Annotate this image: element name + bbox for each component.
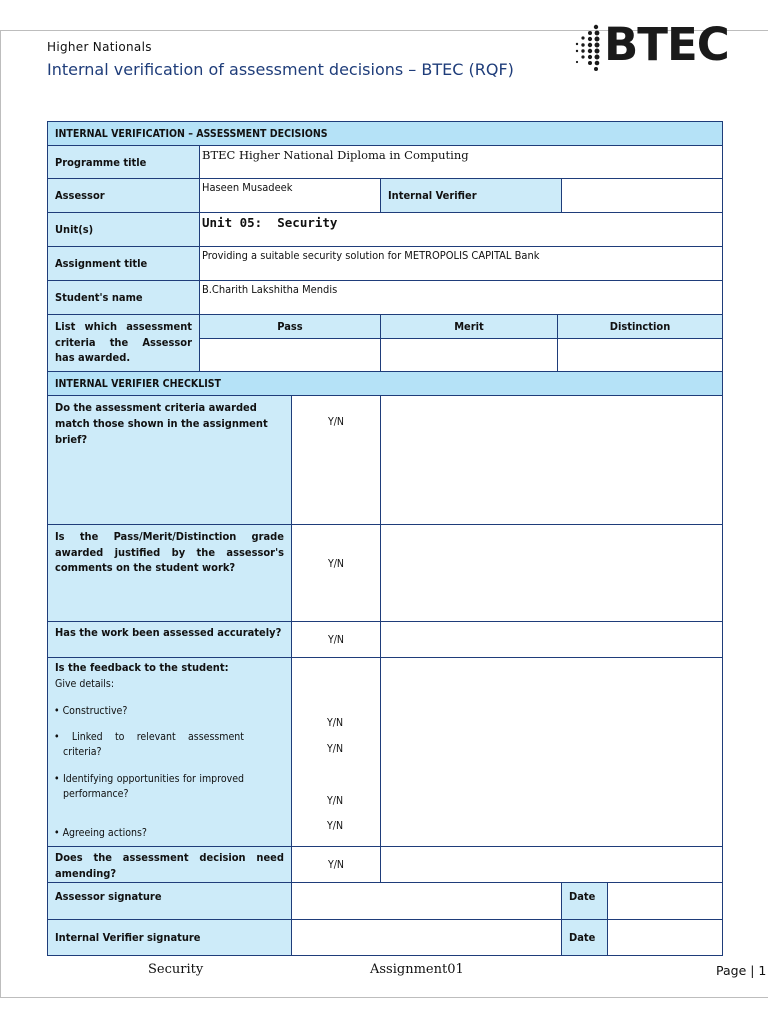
assignment-text: Providing a suitable security solution for METROPOLIS CAPITAL Bank xyxy=(202,249,540,262)
feedback-give-details: Give details: xyxy=(55,678,115,690)
assessor-date-field[interactable] xyxy=(607,882,723,920)
units-label: Unit(s) xyxy=(47,212,200,247)
assessor-signature-field[interactable] xyxy=(291,882,562,920)
assessor-signature-label: Assessor signature xyxy=(47,882,292,920)
assignment-value[interactable] xyxy=(199,246,723,281)
units-value[interactable] xyxy=(199,212,723,247)
internal-verifier-value[interactable] xyxy=(561,178,723,213)
feedback-title: Is the feedback to the student: xyxy=(55,661,229,674)
yn-grade-justified[interactable]: Y/N xyxy=(291,524,381,622)
grade-pass-value[interactable] xyxy=(199,338,381,372)
iv-date-label: Date xyxy=(561,919,608,956)
section-title: INTERNAL VERIFICATION – ASSESSMENT DECISIONS xyxy=(47,121,723,146)
programme-label: Programme title xyxy=(47,145,200,179)
question-grade-justified: Is the Pass/Merit/Distinction grade awarded justified by the assessor's comments on the student work? xyxy=(47,524,292,622)
iv-signature-label: Internal Verifier signature xyxy=(47,919,292,956)
yn-constructive[interactable]: Y/N xyxy=(327,717,344,729)
assessor-text: Haseen Musadeek xyxy=(202,181,293,194)
grade-merit-value[interactable] xyxy=(380,338,558,372)
assignment-label: Assignment title xyxy=(47,246,200,281)
yn-assessed-accurately[interactable]: Y/N xyxy=(291,621,381,658)
feedback-item-opportunities: • Identifying opportunities for improved performance? xyxy=(54,773,245,800)
footer-assignment: Assignment01 xyxy=(370,962,464,977)
programme-value[interactable] xyxy=(199,145,723,179)
grade-pass-header: Pass xyxy=(199,314,381,339)
yn-criteria-match[interactable]: Y/N xyxy=(291,395,381,525)
comment-decision-amending[interactable] xyxy=(380,846,723,883)
footer-page-number: Page | 1 xyxy=(716,963,767,978)
grade-merit-header: Merit xyxy=(380,314,558,339)
btec-logo xyxy=(574,18,729,72)
assessor-value[interactable] xyxy=(199,178,381,213)
iv-signature-field[interactable] xyxy=(291,919,562,956)
grade-distinction-value[interactable] xyxy=(557,338,723,372)
iv-date-field[interactable] xyxy=(607,919,723,956)
internal-verifier-label: Internal Verifier xyxy=(380,178,562,213)
assessor-date-label: Date xyxy=(561,882,608,920)
feedback-item-constructive: • Constructive? xyxy=(54,705,128,717)
question-decision-amending: Does the assessment decision need amending? xyxy=(47,846,292,883)
feedback-item-actions: • Agreeing actions? xyxy=(54,827,147,839)
student-text: B.Charith Lakshitha Mendis xyxy=(202,283,338,296)
comment-criteria-match[interactable] xyxy=(380,395,723,525)
logo-text: BTEC xyxy=(604,18,729,71)
assessor-label: Assessor xyxy=(47,178,200,213)
comment-feedback[interactable] xyxy=(380,657,723,847)
footer-module: Security xyxy=(148,962,204,977)
header-subtitle: Higher Nationals xyxy=(47,40,152,54)
yn-feedback-column[interactable] xyxy=(291,657,381,847)
comment-grade-justified[interactable] xyxy=(380,524,723,622)
grade-distinction-header: Distinction xyxy=(557,314,723,339)
criteria-label: List which assessment criteria the Assessor has awarded. xyxy=(47,314,200,372)
comment-assessed-accurately[interactable] xyxy=(380,621,723,658)
page-title: Internal verification of assessment decisions – BTEC (RQF) xyxy=(47,60,514,79)
units-text: Unit 05: Security xyxy=(202,215,338,230)
checklist-title: INTERNAL VERIFIER CHECKLIST xyxy=(47,371,723,396)
logo-dots-icon xyxy=(574,24,604,72)
student-value[interactable] xyxy=(199,280,723,315)
yn-opportunities[interactable]: Y/N xyxy=(327,795,344,807)
student-label: Student's name xyxy=(47,280,200,315)
yn-actions[interactable]: Y/N xyxy=(327,820,344,832)
question-feedback xyxy=(47,657,292,847)
question-criteria-match: Do the assessment criteria awarded match those shown in the assignment brief? xyxy=(47,395,292,525)
programme-text: BTEC Higher National Diploma in Computing xyxy=(202,148,469,162)
feedback-item-linked: • Linked to relevant assessment criteria? xyxy=(54,731,244,758)
yn-decision-amending[interactable]: Y/N xyxy=(291,846,381,883)
question-assessed-accurately: Has the work been assessed accurately? xyxy=(47,621,292,658)
yn-linked[interactable]: Y/N xyxy=(327,743,344,755)
